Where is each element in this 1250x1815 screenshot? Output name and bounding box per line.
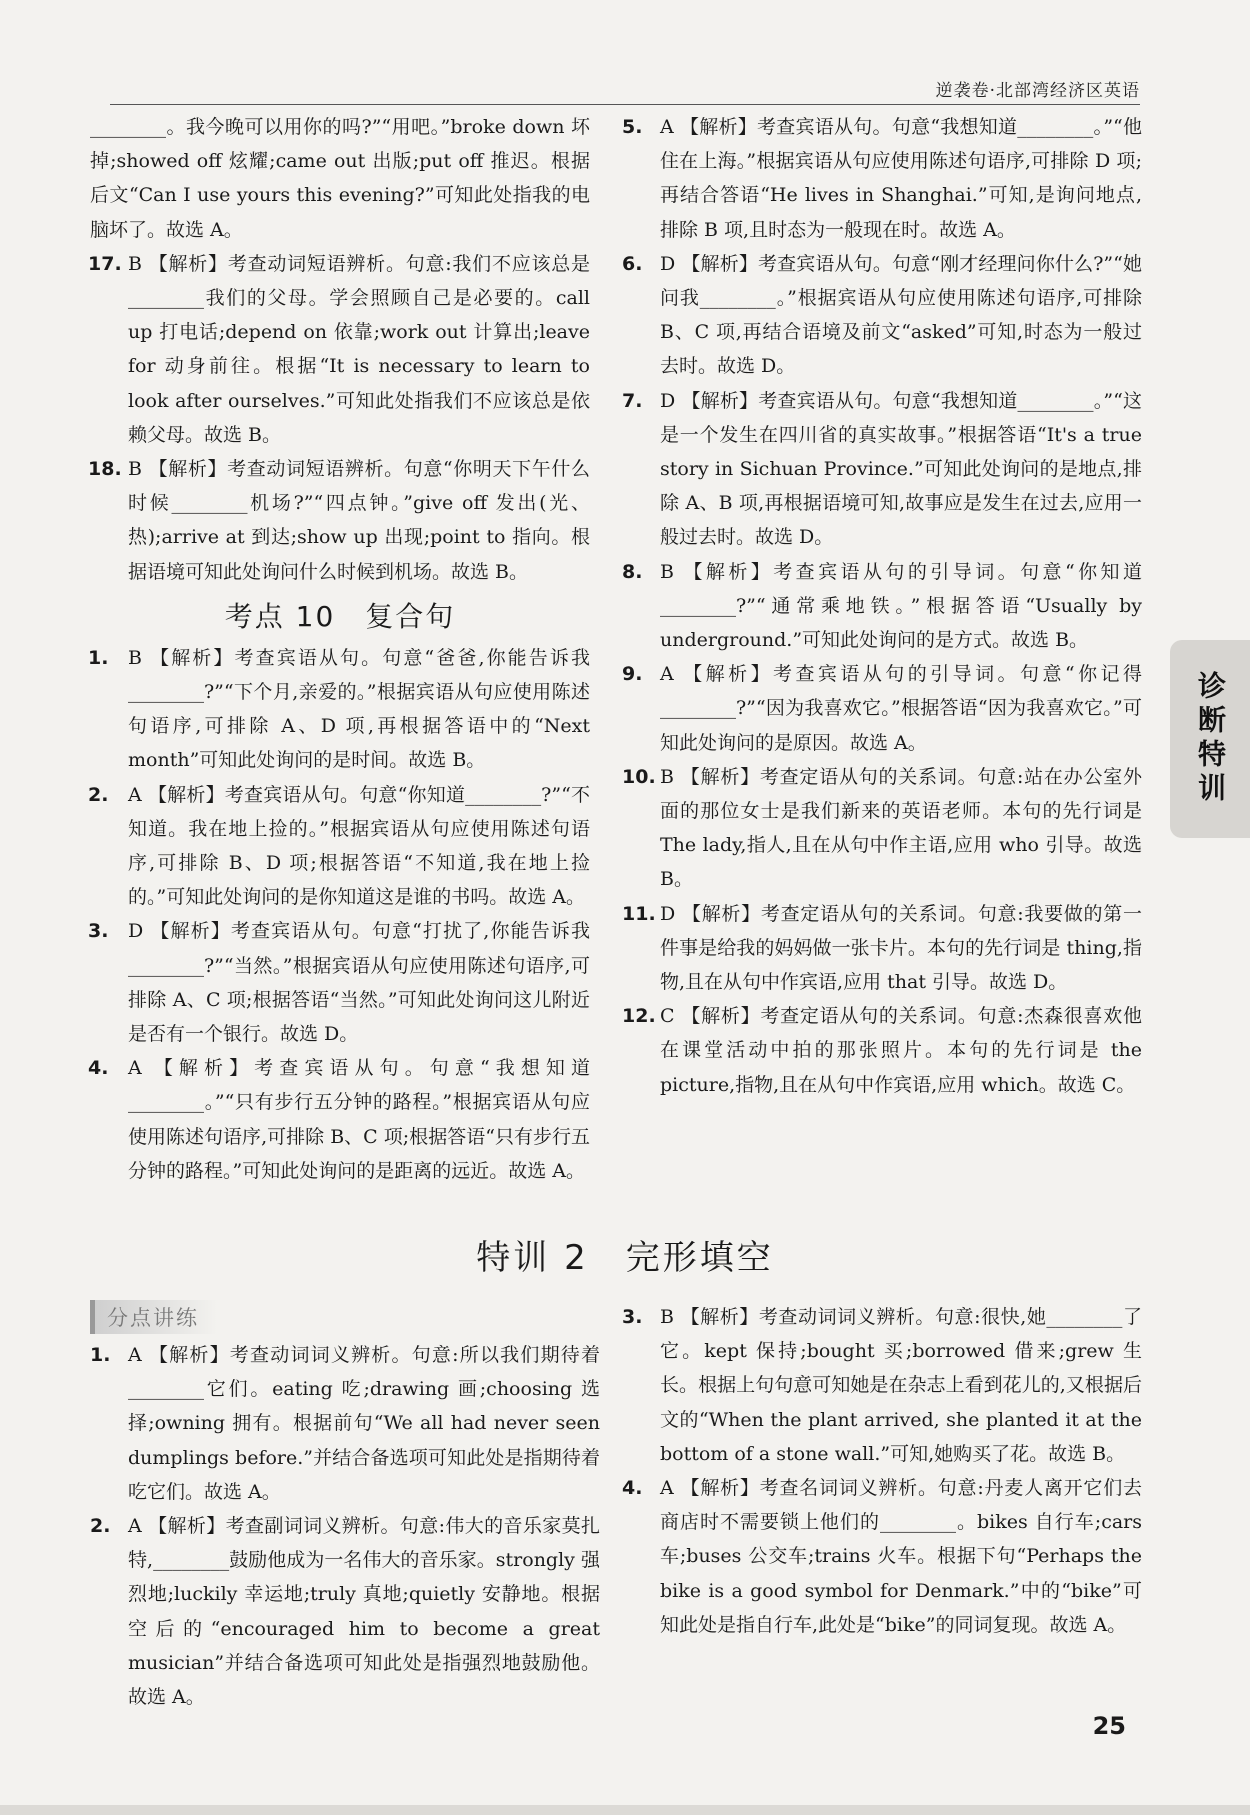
header-rule: [110, 104, 1140, 105]
item-text: B 【解析】考查动词词义辨析。句意:很快,她________了它。kept 保持;bought 买;borrowed 借来;grew 生长。根据上句句意可知她是在杂志上看到花儿的,又根据后文的“When the plant arrived, she planted it at the bottom of a stone wall.”可知,她购买了花。故选 B。: [660, 1306, 1142, 1465]
answer-item: [622, 110, 1142, 247]
item-number: 9.: [622, 663, 643, 686]
item-number: 3.: [622, 1306, 643, 1328]
item-number: 17.: [88, 252, 122, 275]
answer-item: [622, 760, 1142, 897]
answer-item: [622, 555, 1142, 658]
item-number: 12.: [622, 1005, 656, 1028]
continued-answer: ________。我今晚可以用你的吗?”“用吧。”broke down 坏掉;showed off 炫耀;came out 出版;put off 推迟。根据后文“Can I use yours this evening?”可知此处指我的电脑坏了。故选 A。: [90, 116, 590, 241]
answer-item: [622, 1300, 1142, 1471]
item-number: 18.: [88, 458, 122, 481]
section-heading: 特训 2 完形填空: [476, 1238, 774, 1278]
answer-item: [90, 1338, 600, 1509]
item-number: 7.: [622, 389, 643, 412]
item-number: 1.: [88, 646, 109, 669]
item-text: A 【解析】考查宾语从句的引导词。句意“你记得________?”“因为我喜欢它。”根据答语“因为我喜欢它。”可知此处询问的是原因。故选 A。: [660, 663, 1142, 754]
item-text: B 【解析】考查动词短语辨析。句意“你明天下午什么时候________机场?”“四点钟。”give off 发出(光、热);arrive at 到达;show up 出现;point to 指向。根据语境可知此处询问什么时候到机场。故选 B。: [128, 458, 590, 583]
item-number: 4.: [622, 1477, 643, 1500]
item-number: 2.: [88, 783, 109, 806]
cloze-left-column: [90, 1300, 600, 1714]
item-number: 2.: [90, 1515, 111, 1538]
answer-item: [90, 1509, 600, 1714]
item-text: A 【解析】考查宾语从句。句意“我想知道________。”“他住在上海。”根据宾语从句应使用陈述句语序,可排除 D 项;再结合答语“He lives in Shanghai.”可知,是询问地点,排除 B 项,且时态为一般现在时。故选 A。: [660, 116, 1142, 241]
item-text: A 【解析】考查副词词义辨析。句意:伟大的音乐家莫扎特,________鼓励他成为一名伟大的音乐家。strongly 强烈地;luckily 幸运地;truly 真地;quietly 安静地。根据空后的“encouraged him to become a great musician”并结合备选项可知此处是指强烈地鼓励他。故选 A。: [128, 1515, 600, 1709]
item-text: B 【解析】考查动词短语辨析。句意:我们不应该总是________我们的父母。学会照顾自己是必要的。call up 打电话;depend on 依靠;work out 计算出;leave for 动身前往。根据“It is necessary to learn to look after ourselves.”可知此处指我们不应该总是依赖父母。故选 B。: [128, 252, 590, 446]
page-number: 25: [1092, 1712, 1126, 1740]
item-text: A 【解析】考查动词词义辨析。句意:所以我们期待着________它们。eating 吃;drawing 画;choosing 选择;owning 拥有。根据前句“We all had never seen dumplings before.”并结合备选项可知此处是指期待着吃它们。故选 A。: [128, 1344, 600, 1503]
item-number: 11.: [622, 902, 656, 925]
side-tab: [1170, 640, 1250, 838]
answer-item: [622, 657, 1142, 760]
item-number: 1.: [90, 1344, 111, 1366]
item-text: C 【解析】考查定语从句的关系词。句意:杰森很喜欢他在课堂活动中拍的那张照片。本句的先行词是 the picture,指物,且在从句中作宾语,应用 which。故选 C。: [660, 1005, 1142, 1096]
answer-item: [90, 914, 590, 1051]
item-text: D 【解析】考查宾语从句。句意“打扰了,你能告诉我________?”“当然。”根据宾语从句应使用陈述句语序,可排除 A、C 项;根据答语“当然。”可知此处询问这儿附近是否有一个银行。故选 D。: [128, 920, 590, 1046]
answer-item: [622, 247, 1142, 384]
item-number: 6.: [622, 252, 643, 275]
answer-item: [622, 897, 1142, 1000]
item-text: A 【解析】考查名词词义辨析。句意:丹麦人离开它们去商店时不需要锁上他们的________。bikes 自行车;cars 车;buses 公交车;trains 火车。根据下句“Perhaps the bike is a good symbol for Denmark.”中的“bike”可知此处是指自行车,此处是“bike”的同词复现。故选 A。: [660, 1477, 1142, 1636]
item-text: D 【解析】考查定语从句的关系词。句意:我要做的第一件事是给我的妈妈做一张卡片。本句的先行词是 thing,指物,且在从句中作宾语,应用 that 引导。故选 D。: [660, 902, 1142, 994]
left-column: [90, 110, 590, 1188]
item-number: 8.: [622, 560, 643, 583]
side-tab-label: 诊断特训: [1194, 671, 1227, 807]
item-number: 5.: [622, 116, 643, 138]
answer-item: [90, 247, 590, 452]
item-number: 10.: [622, 765, 656, 788]
item-text: B 【解析】考查宾语从句的引导词。句意“你知道________?”“通常乘地铁。”根据答语“Usually by underground.”可知此处询问的是方式。故选 B。: [660, 560, 1142, 652]
item-text: A 【解析】考查宾语从句。句意“我想知道________。”“只有步行五分钟的路程。”根据宾语从句应使用陈述句语序,可排除 B、C 项;根据答语“只有步行五分钟的路程。”可知此处询问的是距离的远近。故选 A。: [128, 1057, 590, 1182]
answer-item: [622, 384, 1142, 555]
item-number: 4.: [88, 1057, 109, 1080]
answer-item: [622, 999, 1142, 1102]
subsection-tag: 分点讲练: [90, 1300, 217, 1334]
item-text: A 【解析】考查宾语从句。句意“你知道________?”“不知道。我在地上捡的。”根据宾语从句应使用陈述句语序,可排除 B、D 项;根据答语“不知道,我在地上捡的。”可知此处询问的是你知道这是谁的书吗。故选 A。: [128, 783, 590, 909]
bottom-edge: [0, 1805, 1250, 1815]
section-title: 考点 10 复合句: [224, 599, 456, 633]
running-header: 逆袭卷·北部湾经济区英语: [935, 81, 1140, 101]
answer-item: [622, 1471, 1142, 1642]
right-column: [622, 110, 1142, 1102]
answer-item: [90, 641, 590, 778]
item-text: D 【解析】考查宾语从句。句意“我想知道________。”“这是一个发生在四川省的真实故事。”根据答语“It's a true story in Sichuan Province.”可知此处询问的是地点,排除 A、B 项,再根据语境可知,故事应是发生在过去,应用一般过去时。故选 D。: [660, 389, 1142, 549]
answer-item: [90, 778, 590, 915]
item-number: 3.: [88, 920, 109, 943]
item-text: B 【解析】考查定语从句的关系词。句意:站在办公室外面的那位女士是我们新来的英语老师。本句的先行词是 The lady,指人,且在从句中作主语,应用 who 引导。故选 B。: [660, 765, 1142, 891]
answer-item: [90, 1051, 590, 1188]
item-text: B 【解析】考查宾语从句。句意“爸爸,你能告诉我________?”“下个月,亲爱的。”根据宾语从句应使用陈述句语序,可排除 A、D 项,再根据答语中的“Next month”可知此处询问的是时间。故选 B。: [128, 646, 590, 772]
cloze-right-column: [622, 1300, 1142, 1642]
item-text: D 【解析】考查宾语从句。句意“刚才经理问你什么?”“她问我________。”根据宾语从句应使用陈述句语序,可排除 B、C 项,再结合语境及前文“asked”可知,时态为一般过去时。故选 D。: [660, 252, 1142, 378]
answer-item: [90, 452, 590, 589]
